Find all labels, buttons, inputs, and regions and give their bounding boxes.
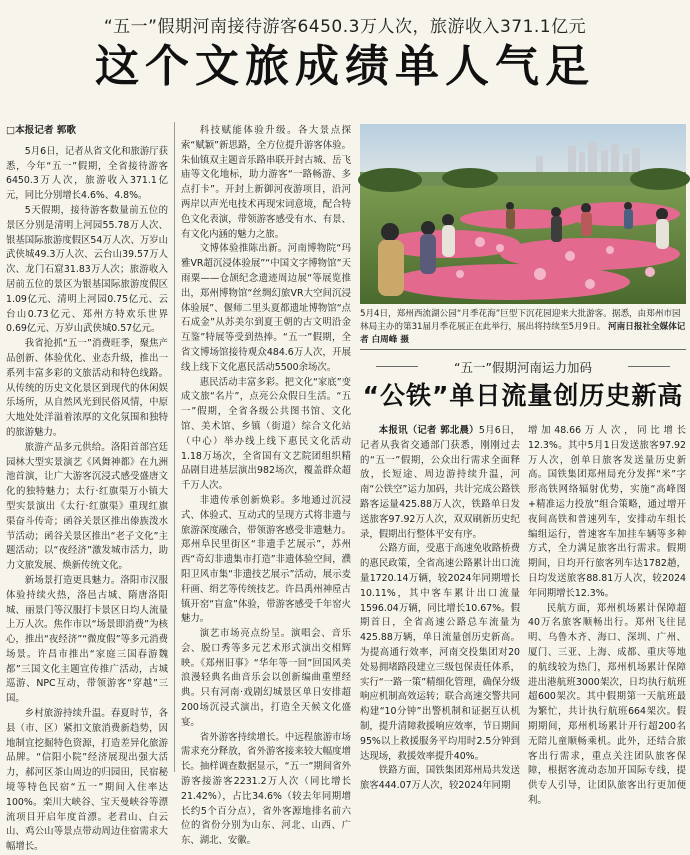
paragraph: 我省抢抓“五一”消费旺季，聚焦产品创新、体验优化、业态升级，推出一系列丰富多彩的文旅活动和特色线路。从传统的历史文化景区到现代的休闲娱乐场所，从自然风光到民俗风情，中原大地处处洋溢着浓厚的文化氛围和独特的旅游魅力。 bbox=[6, 338, 168, 438]
paragraph: 非遗传承创新焕彩。多地通过沉浸式、体验式、互动式的呈现方式将非遗与旅游深度融合，带领游客感受非遗魅力。郑州阜民里街区“非遗手艺展示”，苏州西“奇幻非遗集市打造”非遗体验空间，濮阳卫风市集“非遗技艺展示”活动，展示麦秆画、绢艺等传统技艺。许昌禹州神垕古镇开窑“盲盒”体验，带游客感受千年窑火魅力。 bbox=[181, 494, 351, 625]
paragraph: 惠民活动丰富多彩。把文化“家底”变成文旅“名片”，点亮公众假日生活。“五一”假期，全省各级公共图书馆、文化馆、美术馆、乡镇（街道）综合文化站（中心）举办线上线下惠民文化活动1.18万场次，全省国有文艺院团组织精品剧目进基层演出982场次，覆盖群众超千万人次。 bbox=[181, 376, 351, 492]
paragraph: 民航方面，郑州机场累计保障超40万名旅客顺畅出行。郑州飞往昆明、乌鲁木齐、海口、深圳、广州、厦门、三亚、上海、成都、重庆等地的航线较为热门，郑州机场累计保障进出港航班3000架次，日均执行航班超600架次。其中假期第一天航班最为繁忙，共计执行航班664架次。假期期间，郑州机场累计开行超200名无陪儿童顺畅乘机。此外，还结合旅客出行需求，重点关注团队旅客保障，根据客流动态加开国际专线，提供专人引导，让团队旅客出行更加便利。 bbox=[528, 602, 686, 806]
paragraph: 铁路方面，国铁集团郑州局共发送旅客444.07万人次，较2024年同期 bbox=[360, 765, 520, 792]
paragraph: 文博体验推陈出新。河南博物院“玛雅VR超沉浸体验展”“中国文字博物馆”天雨粟——仓颉纪念遗迹周边展“等展览推出，郑州博物馆“丝绸幻旅VR大空间沉浸体验展”、偃师二里头夏都遗址博物馆“点石成金”从苏美尔到夏王朝的古文明沿金互鉴”特展等受到热捧。“五一”假期，全省文博场馆接待观众484.6万人次，开展线上线下文化惠民活动5500余场次。 bbox=[181, 243, 351, 373]
article1-col1 bbox=[6, 124, 168, 853]
article2-col1 bbox=[360, 424, 520, 792]
paragraph: 演艺市场亮点纷呈。演唱会、音乐会、脱口秀等多元艺术形式演出交相辉映。《郑州旧事》“华年等一回”回国风美浪漫轻典名曲音乐会以创新编曲重塑经典。只有河南·戏剧幻城景区单日安排超200场沉浸式演出，打造全天候文化盛宴。 bbox=[181, 628, 351, 728]
caption-text: 5月4日，郑州西流湖公园“月季花海”巨型下沉花园迎来大批游客。据悉，由郑州市园林局主办的第31届月季花展正在此举行，展出将持续至5月9日。 bbox=[360, 309, 681, 332]
paragraph: 省外游客持续增长。中远程旅游市场需求充分释放，省外游客接来较大幅度增长。抽样调查数据显示，“五一”期间省外游客接游客2231.2万人次（同比增长21.42%），占比34.6%（较去年同期增长约5个百分点），省外客源地排名前六位的省份分别为山东、河北、山西、广东、湖北、安徽。 bbox=[181, 731, 351, 847]
paragraph: 5月6日，记者从省文化和旅游厅获悉，今年“五一”假期，全省接待游客6450.3万人次，旅游收入371.1亿元，同比分别增长4.6%、4.8%。 bbox=[6, 145, 168, 202]
paragraph: 5天假期，接待游客数量前五位的景区分别是清明上河园55.78万人次、银基国际旅游度假区54万人次、万岁山武侠城49.3万人次、云台山39.57万人次、龙门石窟31.83万人次；旅游收入居前五位的景区为银基国际旅游度假区1.09亿元、清明上河园0.75亿元、云台山0.73亿元、郑州方特欢乐世界0.69亿元、万岁山武侠城0.57亿元。 bbox=[6, 204, 168, 335]
news-photo bbox=[360, 124, 686, 304]
subheadline: “五一”假期河南接待游客6450.3万人次，旅游收入371.1亿元 bbox=[103, 17, 587, 37]
paragraph: 新场景打造更具魅力。洛阳市汉服体验持续火热，洛邑古城、隋唐洛阳城、丽景门等汉服打卡景区日均人流量上万人次。焦作市以“场景即消费”为核心，推出“夜经济”“微度假”等多元消费场景。许昌市推出“家庭三国春游魏都”三国文化主题宣传推广活动，古城巡游、NPC互动，带领游客“穿越”三国。 bbox=[6, 574, 168, 705]
section-rule bbox=[360, 349, 686, 350]
byline: □本报记者 郭歌 bbox=[6, 125, 76, 136]
paragraph: 旅游产品多元供给。洛阳首部宫廷园林大型实景演艺《风舞神都》在九洲池首演，让广大游客沉浸式感受盛唐文化的独特魅力；太行·红旗渠万小镇大型实景演出《太行·红旗渠》重现红旗渠奋斗传奇；函谷关景区推出傣族泼水节活动；函谷关景区推出“老子文化”主题活动；以“夜经济”激发城市活力，助力文旅发展、焕新传统文化。 bbox=[6, 441, 168, 572]
article1-col2 bbox=[181, 124, 351, 847]
photo-caption bbox=[360, 308, 686, 347]
paragraph: 增加48.66万人次，同比增长12.3%。其中5月1日发送旅客97.92万人次，创单日旅客发送量历史新高。国铁集团郑州局充分发挥“米”字形高铁网络辐射优势，实施“高峰图+精准运力投放”组合策略，通过增开夜间高铁和普速列车，安排动车组长编组运行，普速客车加挂车辆等多种方式，全力满足旅客出行需求。假期期间，日均开行旅客列车达1782趟，日均发送旅客88.81万人次，较2024年同期增长12.3%。 bbox=[528, 425, 686, 599]
paragraph: 公路方面，受惠于高速免收路桥费的惠民政策，全省高速公路累计出口流量1720.14万辆，较2024年同期增长10.11%，其中客车累计出口流量1596.04万辆，同比增长10.67%。假期首日，全省高速公路总车流量为425.88万辆，单日流量创历史新高。为提高通行效率，河南交投集团对20处易拥堵路段建立三级包保责任体系，实行“一路一策”精细化管理，确保分级响应机制高效运转；联合高速交警共同构建“10分钟”出警机制和证据互认机制，提升清障救援响应效率，节日期间95%以上救援服务平均用时2.5分钟到达现场，救援效率提升40%。 bbox=[360, 543, 520, 762]
rose-garden-photo bbox=[360, 124, 686, 304]
paragraph bbox=[360, 424, 520, 542]
article2-subheadline: “五一”假期河南运力加码 bbox=[454, 360, 592, 375]
paragraph: 科技赋能体验升级。各大景点探索“赋颖”新思路，全方位提升游客体验。朱仙镇双主题音乐路串联开封古城、岳飞庙等文化地标，助力游客“一路畅游、多点打卡”。开封上新御河夜游项目，沿河两岸以声光电技术再现宋词意境，配合特色文化表演，带领游客感受有水、有景、有文化内涵的魅力之旅。 bbox=[181, 125, 351, 240]
article2-byline: 本报讯（记者 郭北晨） bbox=[378, 425, 479, 436]
headline: 这个文旅成绩单人气足 bbox=[95, 41, 595, 92]
article2-col2 bbox=[528, 424, 686, 806]
paragraph-text: 5月6日，记者从我省交通部门获悉，刚刚过去的“五一”假期，公众出行需求全面释放，长短途、周边游持续升温，河南“公铁空”运力加码，共计完成公路铁路客运量425.88万人次，铁路单日发送旅客97.92万人次，双双刷新历史纪录，假期出行整体平安有序。 bbox=[360, 425, 520, 540]
paragraph: 乡村旅游持续升温。春夏时节，各县（市、区）紧扣文旅消费新趋势，因地制宜挖掘特色资源，打造差异化旅游品牌。“信阳小院”经济展现出强大活力，郝河区茶山周边的归园田，民宿秘境等特色民宿“五一”期间入住率达100%。栾川大峡谷、宝天曼峡谷等漂流项目开启年度首漂。老君山、白云山、鸡公山等景点带动周边住宿需求大幅增长。 bbox=[6, 708, 168, 853]
caption-credit: 河南日报社全媒体记者 白周峰 摄 bbox=[360, 322, 686, 345]
column-divider bbox=[174, 122, 175, 772]
article2-headline: “公铁”单日流量创历史新高 bbox=[362, 381, 684, 410]
